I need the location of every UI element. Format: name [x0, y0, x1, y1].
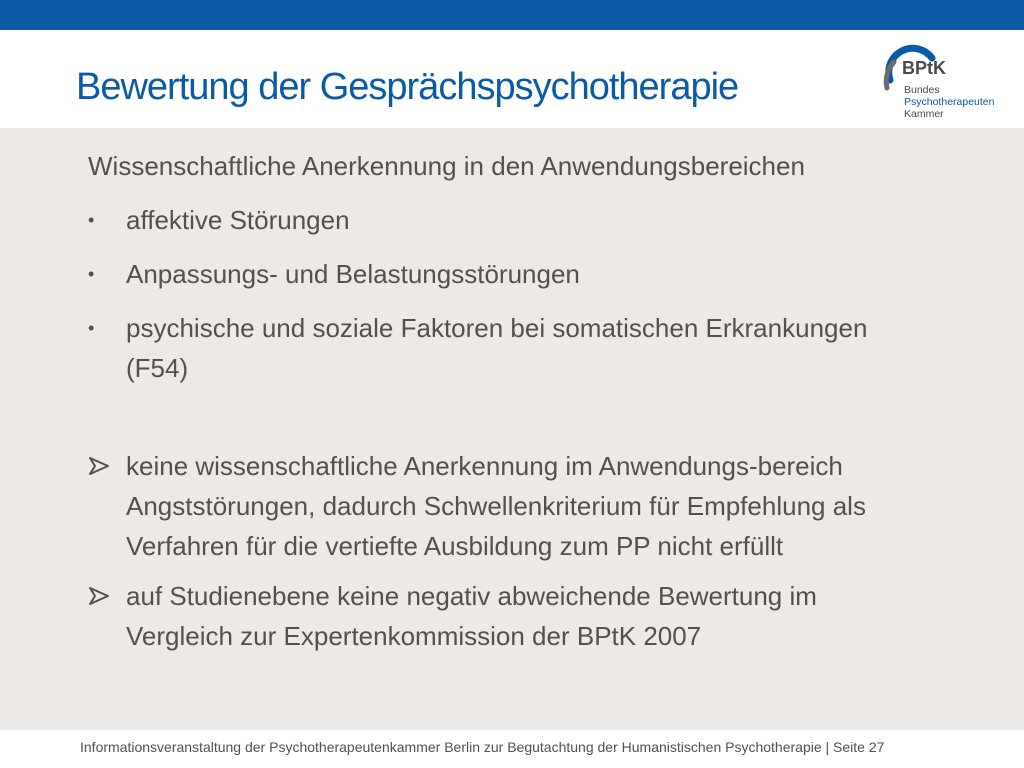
arrow-point-text: keine wissenschaftliche Anerkennung im Anwendungs-bereich Angststörungen, dadurch Schwellenkriterium für Empfehlung als Verfahren für die vertiefte Ausbildung zum PP nicht erfüllt: [126, 451, 866, 561]
bptk-logo: [880, 40, 1020, 122]
logo-line-2: Psychotherapeuten: [904, 96, 995, 108]
bullet-icon: •: [88, 210, 95, 230]
bullet-text: Anpassungs- und Belastungsstörungen: [126, 259, 580, 289]
bullet-icon: •: [88, 318, 95, 338]
arrow-bullet-icon: [88, 456, 110, 476]
content-heading: Wissenschaftliche Anerkennung in den Anwendungsbereichen: [88, 151, 805, 181]
bullet-item: [88, 200, 918, 240]
logo-line-1: Bundes: [904, 84, 940, 96]
bullet-item: [88, 308, 918, 388]
arrow-point: [88, 576, 918, 656]
arrow-bullet-icon: [88, 586, 110, 606]
content-panel: [0, 128, 1024, 730]
bullet-text: psychische und soziale Faktoren bei somatischen Erkrankungen (F54): [126, 313, 868, 383]
slide-title: Bewertung der Gesprächspsychotherapie: [76, 66, 739, 108]
top-bar: [0, 0, 1024, 30]
bullet-icon: •: [88, 264, 95, 284]
content-text: [88, 146, 918, 666]
logo-line-3: Kammer: [904, 108, 944, 120]
logo-mark: BPtK: [902, 58, 946, 78]
spacer: [88, 402, 918, 446]
bullet-item: [88, 254, 918, 294]
arrow-point-text: auf Studienebene keine negativ abweichende Bewertung im Vergleich zur Expertenkommission der BPtK 2007: [126, 581, 817, 651]
slide-footer: Informationsveranstaltung der Psychotherapeutenkammer Berlin zur Begutachtung der Humanistischen Psychotherapie | Seite 27: [80, 739, 885, 755]
arrow-point: [88, 446, 918, 566]
bullet-text: affektive Störungen: [126, 205, 350, 235]
